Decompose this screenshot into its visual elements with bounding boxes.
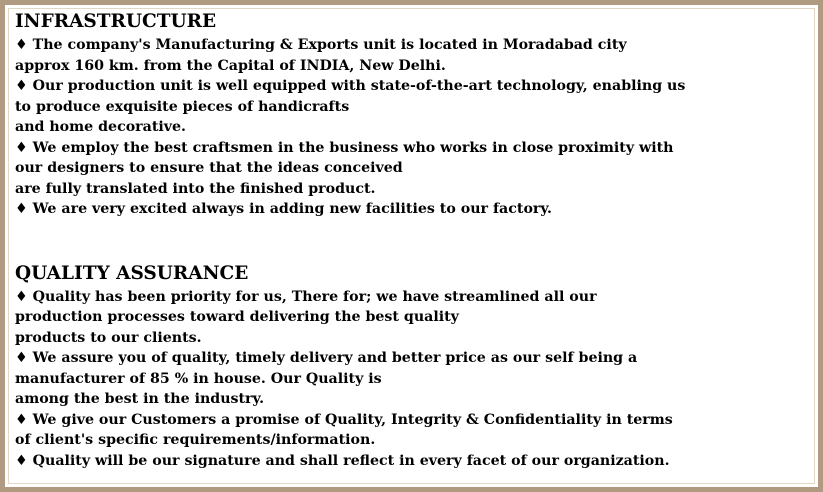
content-area: [15, 9, 805, 471]
quality-line: ♦ We assure you of quality, timely delivery and better price as our self being a: [15, 350, 638, 366]
section-spacer: [15, 220, 805, 261]
infrastructure-line: approx 160 km. from the Capital of INDIA, New Delhi.: [15, 57, 446, 74]
quality-line: ♦ We give our Customers a promise of Quality, Integrity & Confidentiality in terms: [15, 411, 673, 428]
quality-line: ♦ Quality has been priority for us, There for; we have streamlined all our: [15, 288, 597, 305]
infrastructure-line: to produce exquisite pieces of handicrafts: [15, 98, 350, 115]
quality-assurance-heading: QUALITY ASSURANCE: [15, 262, 249, 284]
quality-line: among the best in the industry.: [15, 391, 265, 407]
quality-line: of client's specific requirements/information.: [15, 432, 376, 448]
infrastructure-line: and home decorative.: [15, 119, 186, 135]
infrastructure-line: ♦ We employ the best craftsmen in the business who works in close proximity with: [15, 139, 674, 156]
infrastructure-heading: INFRASTRUCTURE: [15, 11, 217, 32]
infrastructure-line: ♦ The company's Manufacturing & Exports unit is located in Moradabad city: [15, 37, 627, 53]
infrastructure-line: ♦ Our production unit is well equipped with state-of-the-art technology, enabling us: [15, 78, 686, 94]
infrastructure-line: ♦ We are very excited always in adding new facilities to our factory.: [15, 201, 552, 217]
infrastructure-line: are fully translated into the finished product.: [15, 180, 376, 197]
quality-line: products to our clients.: [15, 329, 202, 346]
quality-line: ♦ Quality will be our signature and shall reflect in every facet of our organization.: [15, 452, 670, 469]
quality-line: manufacturer of 85 % in house. Our Quality is: [15, 370, 382, 387]
infrastructure-line: our designers to ensure that the ideas conceived: [15, 160, 403, 176]
quality-line: production processes toward delivering the best quality: [15, 309, 459, 325]
